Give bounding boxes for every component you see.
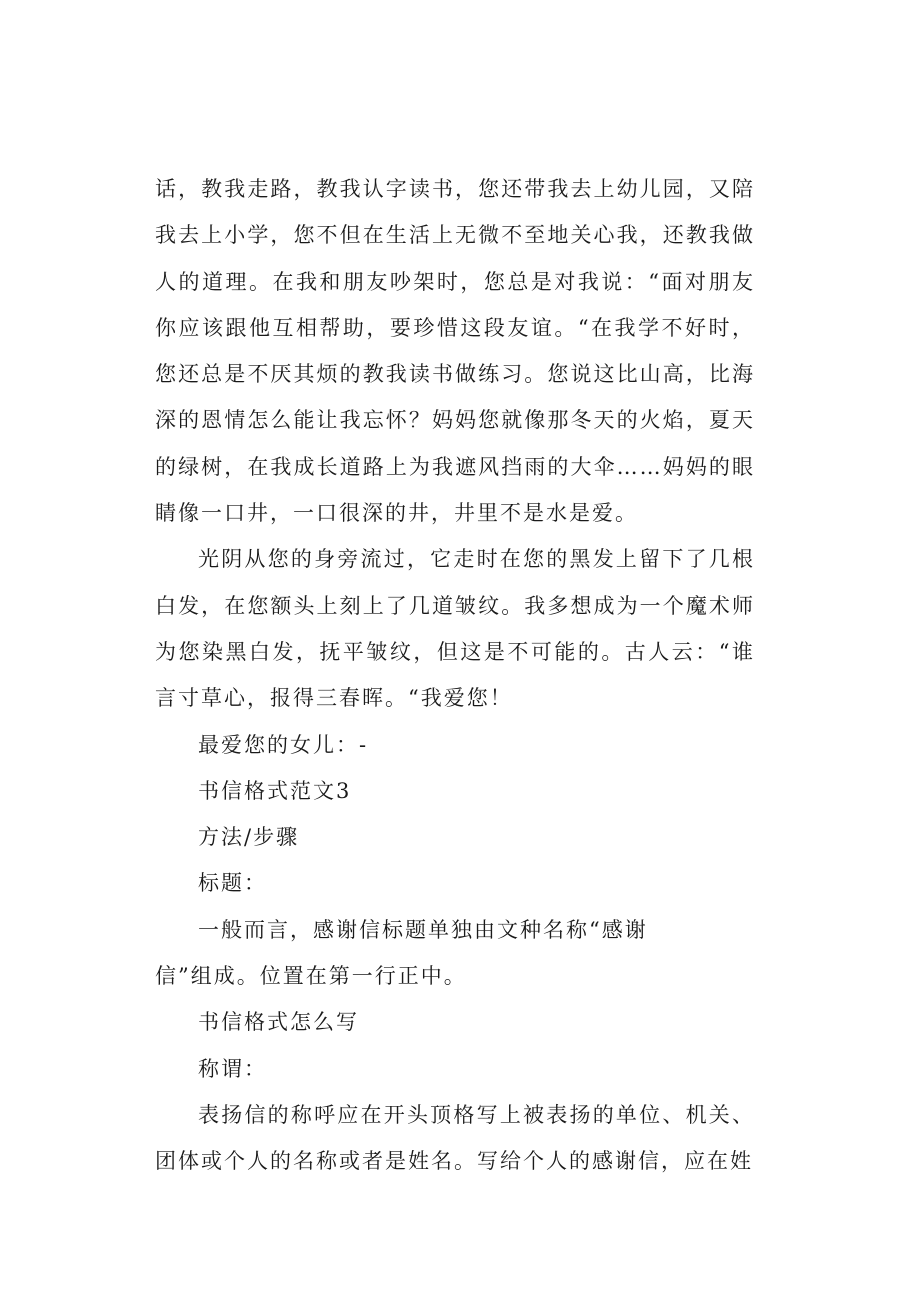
method-steps-label: 方法/步骤: [198, 825, 300, 850]
document-body: [155, 166, 755, 1185]
section-heading-sample-3: 书信格式范文3: [198, 778, 352, 803]
title-label: 标题：: [198, 871, 267, 896]
signature-line: 最爱您的女儿：-: [198, 732, 369, 757]
paragraph-title-rule: 一般而言，感谢信标题单独由文种名称“感谢信”组成。位置在第一行正中。: [155, 917, 648, 989]
paragraph-salutation-rule: 表扬信的称呼应在开头顶格写上被表扬的单位、机关、团体或个人的名称或者是姓名。写给个人的感谢信，应在姓: [155, 1102, 755, 1174]
how-to-write-label: 书信格式怎么写: [198, 1010, 359, 1035]
paragraph-mother-love: 话，教我走路，教我认字读书，您还带我去上幼儿园，又陪我去上小学，您不但在生活上无微不至地关心我，还教我做人的道理。在我和朋友吵架时，您总是对我说：“面对朋友你应该跟他互相帮助，要珍惜这段友谊。“在我学不好时，您还总是不厌其烦的教我读书做练习。您说这比山高，比海深的恩情怎么能让我忘怀？妈妈您就像那冬天的火焰，夏天的绿树，在我成长道路上为我遮风挡雨的大伞……妈妈的眼睛像一口井，一口很深的井，井里不是水是爱。: [155, 177, 755, 526]
paragraph-time-passing: 光阴从您的身旁流过，它走时在您的黑发上留下了几根白发，在您额头上刻上了几道皱纹。我多想成为一个魔术师为您染黑白发，抚平皱纹，但这是不可能的。古人云：“谁言寸草心，报得三春晖。“我爱您！: [155, 547, 755, 711]
salutation-label: 称谓：: [198, 1056, 267, 1081]
